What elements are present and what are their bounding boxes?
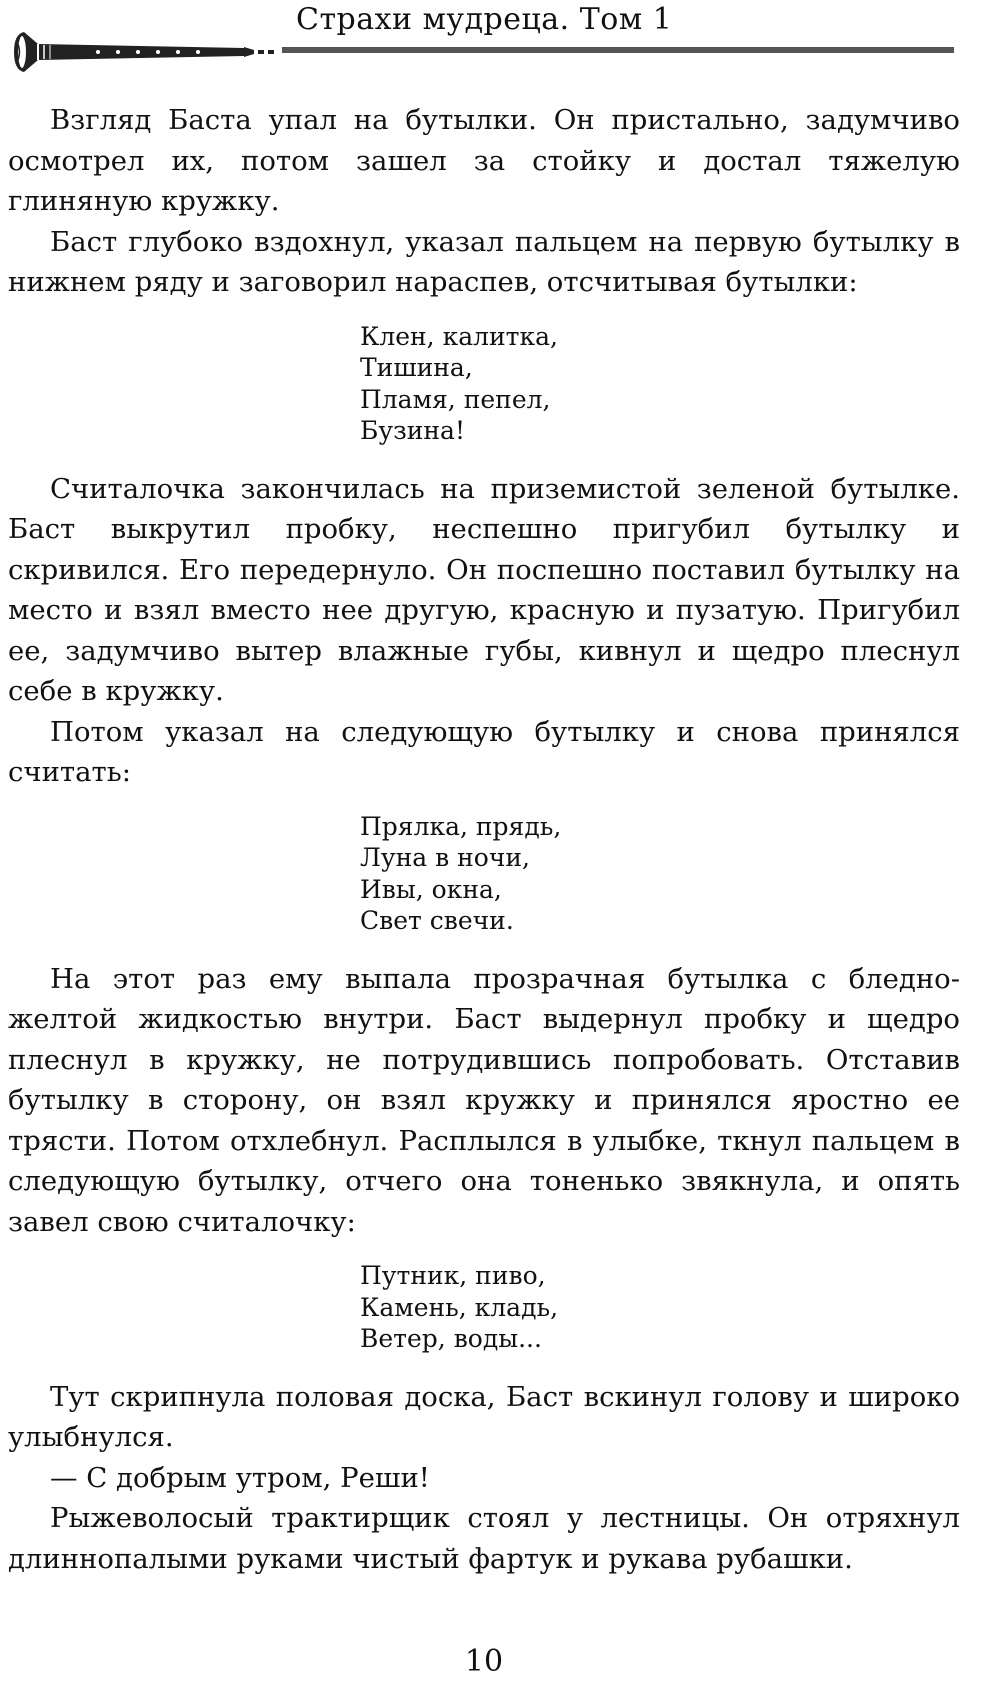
poem-block <box>360 1260 960 1355</box>
poem-line: Луна в ночи, <box>360 843 530 872</box>
paragraph: Тут скрипнула половая доска, Баст вскинул голову и широко улыбнулся. <box>8 1380 960 1453</box>
paragraph: На этот раз ему выпала прозрачная бутылка с бледно-желтой жидкостью внутри. Баст выдернул пробку и щедро плеснул в кружку, не потрудившись попробовать. Отставив бутылку в сторону, он взял кружку и принялся яростно ее трясти. Потом отхлебнул. Расплылся в улыбке, ткнул пальцем в следующую бутылку, отчего она тоненько звякнула, и опять завел свою считалочку: <box>8 962 960 1238</box>
paragraph: Потом указал на следующую бутылку и снова принялся считать: <box>8 715 960 788</box>
header-rule <box>282 47 954 53</box>
poem-block <box>360 811 960 937</box>
paragraph: Взгляд Баста упал на бутылки. Он пристально, задумчиво осмотрел их, потом зашел за стойку и достал тяжелую глиняную кружку. <box>8 104 960 217</box>
poem-line: Ивы, окна, <box>360 874 502 904</box>
running-header <box>0 0 1000 80</box>
paragraph: Рыжеволосый трактирщик стоял у лестницы. Он отряхнул длиннопалыми руками чистый фартук и рукава рубашки. <box>8 1502 960 1575</box>
paragraph: — С добрым утром, Реши! <box>50 1461 430 1494</box>
poem-block <box>360 321 960 447</box>
body-text <box>8 100 960 1579</box>
poem-line: Свет свечи. <box>360 906 514 935</box>
poem-line: Пламя, пепел, <box>360 384 551 414</box>
book-title: Страхи мудреца. Том 1 <box>296 2 673 37</box>
poem-line: Прялка, прядь, <box>360 811 562 841</box>
page-number: 10 <box>464 1644 504 1679</box>
poem-line: Путник, пиво, <box>360 1261 546 1290</box>
poem-line: Бузина! <box>360 416 465 445</box>
poem-line: Тишина, <box>360 353 473 382</box>
poem-line: Клен, калитка, <box>360 321 558 351</box>
paragraph: Баст глубоко вздохнул, указал пальцем на первую бутылку в нижнем ряду и заговорил нараспев, отсчитывая бутылки: <box>8 225 960 298</box>
paragraph: Считалочка закончилась на приземистой зеленой бутылке. Баст выкрутил пробку, неспешно пригубил бутылку и скривился. Его передернуло. Он поспешно поставил бутылку на место и взял вместо нее другую, красную и пузатую. Пригубил ее, задумчиво вытер влажные губы, кивнул и щедро плеснул себе в кружку. <box>8 472 960 707</box>
horn-icon <box>8 30 278 74</box>
poem-line: Камень, кладь, <box>360 1292 559 1322</box>
poem-line: Ветер, воды... <box>360 1324 542 1353</box>
